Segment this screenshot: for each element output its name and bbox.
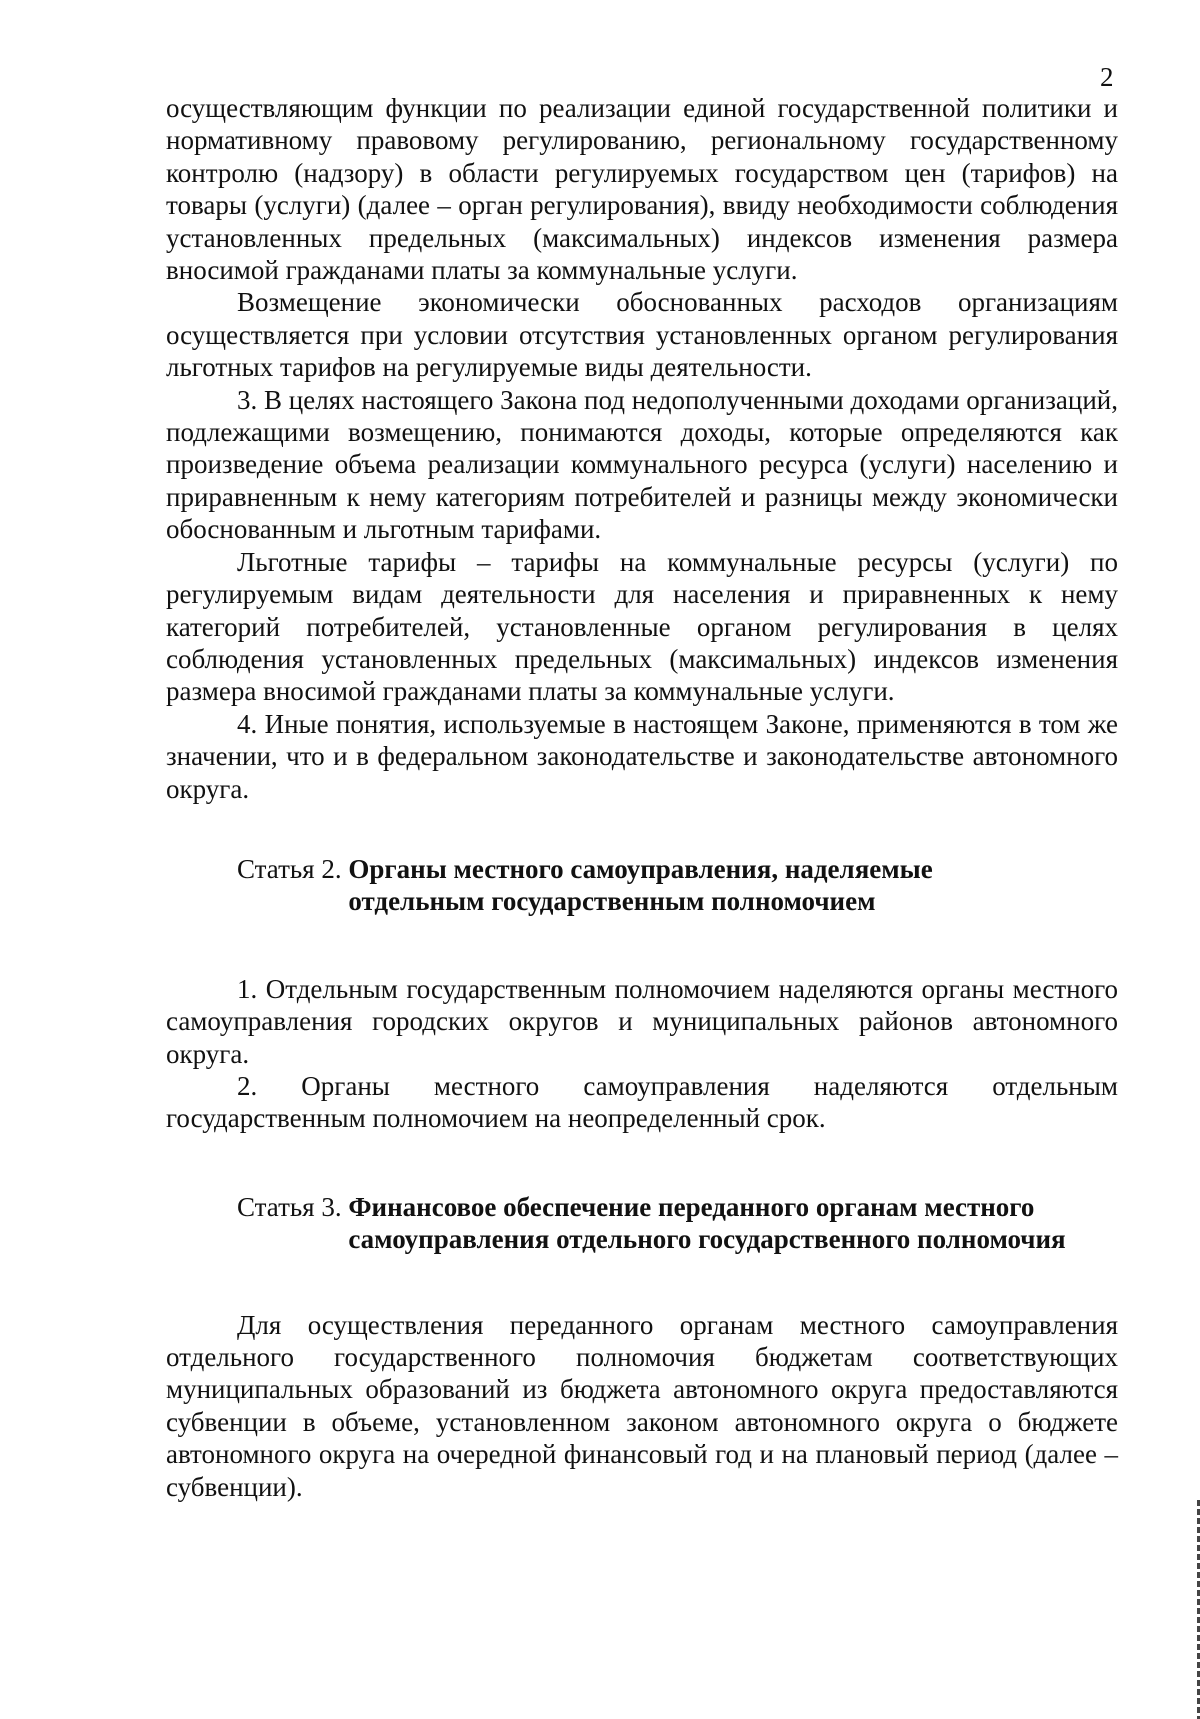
- article-3-title: Финансовое обеспечение переданного органам местного самоуправления отдельного государственного полномочия: [348, 1191, 1066, 1255]
- document-body: [166, 92, 1118, 1503]
- article-3-label: Статья 3.: [237, 1191, 349, 1222]
- article-2-item-1: 1. Отдельным государственным полномочием наделяются органы местного самоуправления городских округов и муниципальных районов автономного округа.: [166, 973, 1118, 1069]
- paragraph-preferential-tariffs: Льготные тарифы – тарифы на коммунальные ресурсы (услуги) по регулируемым видам деятельности для населения и приравненных к нему категорий потребителей, установленные органом регулирования в целях соблюдения установленных предельных (максимальных) индексов изменения размера вносимой гражданами платы за коммунальные услуги.: [166, 546, 1118, 707]
- paragraph-item-4: 4. Иные понятия, используемые в настоящем Законе, применяются в том же значении, что и в федеральном законодательстве и законодательстве автономного округа.: [166, 708, 1118, 804]
- article-3-paragraph: Для осуществления переданного органам местного самоуправления отдельного государственного полномочия бюджетам соответствующих муниципальных образований из бюджета автономного округа предоставляются субвенции в объеме, установленном законом автономного округа о бюджете автономного округа на очередной финансовый год и на плановый период (далее – субвенции).: [166, 1309, 1118, 1502]
- paragraph-item-3: 3. В целях настоящего Закона под недополученными доходами организаций, подлежащими возмещению, понимаются доходы, которые определяются как произведение объема реализации коммунального ресурса (услуги) населению и приравненным к нему категориям потребителей и разницы между экономически обоснованным и льготным тарифами.: [166, 384, 1118, 545]
- article-2-title: Органы местного самоуправления, наделяемые отдельным государственным полномочием: [348, 853, 933, 917]
- article-2-label: Статья 2.: [237, 853, 349, 884]
- paragraph-compensation: Возмещение экономически обоснованных расходов организациям осуществляется при условии отсутствия установленных органом регулирования льготных тарифов на регулируемые виды деятельности.: [166, 287, 1118, 383]
- article-2-item-2: 2. Органы местного самоуправления наделяются отдельным государственным полномочием на неопределенный срок.: [166, 1070, 1118, 1134]
- article-3-heading: [166, 1191, 1118, 1256]
- article-2-heading: [166, 853, 1118, 918]
- page-number: 2: [1100, 62, 1114, 92]
- paragraph-continuation: осуществляющим функции по реализации единой государственной политики и нормативному правовому регулированию, региональному государственному контролю (надзору) в области регулируемых государством цен (тарифов) на товары (услуги) (далее – орган регулирования), ввиду необходимости соблюдения установленных предельных (максимальных) индексов изменения размера вносимой гражданами платы за коммунальные услуги.: [166, 93, 1118, 286]
